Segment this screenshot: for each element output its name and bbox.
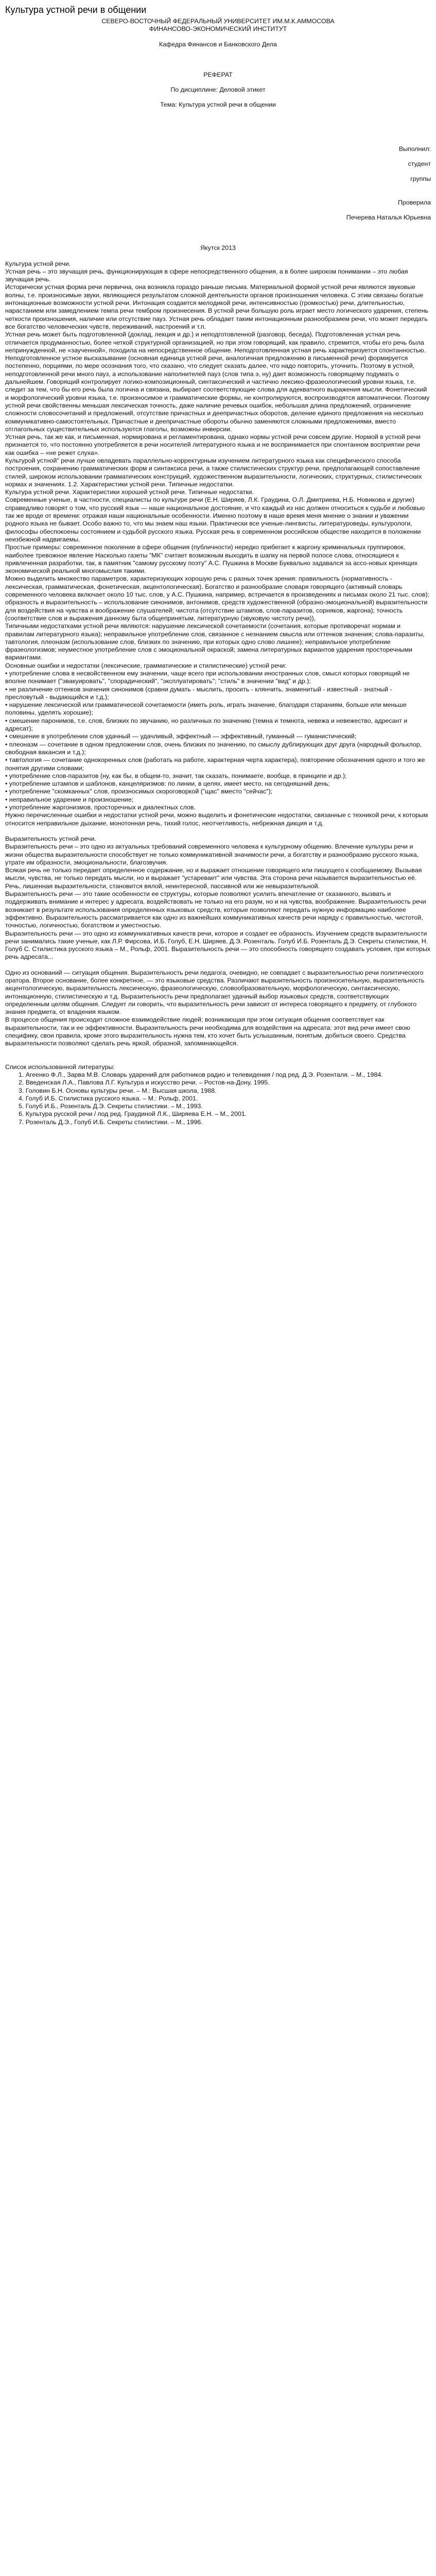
paragraph: Современные ученые, в частности, специалисты по культуре речи (Е.Н. Ширяев, Л.К. Граудина, О.Л. Дмитриева, Н.Б. Новикова и другие) справедливо говорят о том, что русский язык — наше национальное достояние, и что каждый из нас должен относиться к судьбе и любовью так же вроде от времени: отражая наши национальные особенности. Именно поэтому в наше время меня мнение о знании и уважении родного языка не бывает. Особо важно то, что мы знаем наш языки. Практически все ученые-лингвисты, литературоведы, культурологи, философы обеспокоены состоянием и судьбой русского языка. Русская речь в современном российском обществе находится в положении неизбежной надвигаемы. xyxy=(5,496,425,543)
checked-name: Печерева Наталья Юрьевна xyxy=(346,213,431,221)
paragraph: • употребление штампов и шаблонов, канцеляризмов: по линии, в целях, имеет место, на сегодняшний день; xyxy=(5,780,330,788)
paragraph: • неправильное ударение и произношение; xyxy=(5,795,134,803)
title-page xyxy=(5,18,431,252)
section xyxy=(5,252,431,827)
section-heading: Культура устной речи. xyxy=(5,260,71,267)
work-type: РЕФЕРАТ xyxy=(203,71,233,78)
bibliography-item: 7. Розенталь Д.Э., Голуб И.Б. Секреты стилистики. – М., 1996. xyxy=(19,1118,203,1126)
bibliography-item: 1. Агеенко Ф.Л., Зарва М.В. Словарь ударений для работников радио и телевидения / под ред. Д.Э. Розенталя. – М., 1984. xyxy=(19,1071,383,1078)
paragraph: • тавтология — сочетание однокоренных слов (работать на работе, характерная черта характера), повторение обозначения одного и того же понятия другими словами; xyxy=(5,756,425,772)
paragraph: Выразительность речи — это такие особенности ее структуры, которые позволяют усилить впечатление от сказанного, вызвать и поддерживать внимание и интерес у адресата, воздействовать не только на его разум, но и на чувства, воображение. Выразительность речи возникает в результате использования определенных языковых средств, которые позволяют передать нужную информацию наиболее эффективно. Выразительность рассматривается как одно из важнейших коммуникативных качеств речи наряду с правильностью, чистотой, точностью, логичностью, богатством и уместностью. xyxy=(5,890,426,929)
bibliography-list xyxy=(5,1071,431,1126)
paragraph: Можно выделить множество параметров, характеризующих хорошую речь с разных точек зрения: правильность (нормативность - лексическая, грамматическая, фонетическая, акцентологическая). Богатство и разнообразие словаря говорящего (активный словарь современного человека включает около 10 тыс. слов, у А.С. Пушкина, например, встречается в произведениях и письмах около 21 тыс. слов); образность и выразительность – использование синонимов, антонимов, средств художественной (образно-эмоциональной) выразительности для воздействия на чувства и воображение слушателей; чистота (отсутствие штампов, слов-паразитов, сорняков, жаргона); точность (соответствие слов и выражения данному быта общепринятым, литературную (звуковую чистоту речи)), xyxy=(5,575,430,622)
paragraph: Устная речь – это звучащая речь, функционирующая в сфере непосредственного общения, а в более широком понимании – это любая звучащая речь. xyxy=(5,267,408,283)
city-year: Якутск 2013 xyxy=(200,244,236,252)
section xyxy=(5,827,431,961)
paragraph: • употребление "скомканных" слов, произносимых скороговоркой ("щас" вместо "сейчас"); xyxy=(5,788,273,795)
paragraph: Культурой устной" речи лучше овладевать параллельно-корректурным изучением литературного языка как специфического способа построения, сохранению грамматических форм и синтаксиса речи, а также стилистических структур речи, предполагающей сопоставление стилей, широком использовании грамматических конструкций, художественном выразительности, логических, структурных, стилистических нормах и значениях. 1.2. Характеристики устной речи. Типичные недостатки. xyxy=(5,456,422,488)
institute-name: ФИНАНСОВО-ЭКОНОМИЧЕСКИЙ ИНСТИТУТ xyxy=(149,25,287,33)
section-heading: Выразительность устной речи. xyxy=(5,835,96,842)
paragraph: • смешение в употреблении слов удачный — удачливый, эффектный — эффективный, гуманный — гуманистический; xyxy=(5,733,357,740)
bibliography-item: 4. Голуб И.Б. Стилистика русского языка. – М.: Рольф, 2001. xyxy=(19,1094,198,1102)
paragraph: Исторически устная форма речи первична, она возникла гораздо раньше письма. Материальной формой устной речи являются звуковые волны, т.е. произносимые звуки, являющиеся результатом сложной деятельности органов произношения человека. С этим связаны богатые интонационные возможности устной речи. Интонация создается мелодикой речи, интенсивностью (громкостью) речи, длительностью, нарастанием или замедлением темпа речи тембром произнесения. В устной речи большую роль играет место логического ударения, степень четкости произношения, наличие или отсутствие пауз. Устная речь обладает таким интонационным разнообразием речи, что может передать все богатство человеческих чувств, переживаний, настроений и т.п. xyxy=(5,283,429,330)
paragraph: Устная речь, так же как, и письменная, нормирована и регламентирована, однако нормы устной речи совсем другие. Нормой в устной речи признается то, что постоянно употребляется в речи носителей литературного языка и не воспринимается при спонтанном восприятии речи как ошибка – «не режет слуха». xyxy=(5,433,421,456)
document-body xyxy=(5,252,431,1048)
paragraph: Культура устной речи. Характеристики хорошей устной речи. Типичные недостатки. xyxy=(5,488,254,496)
bibliography-item: 6. Культура русской речи / под ред. Граудиной Л.К., Ширяева Е.Н. – М., 2001. xyxy=(19,1110,247,1118)
paragraph: Выразительность речи — это одно из коммуникативных качеств речи, которое и создает ее образность. Изучением средств выразительности речи занимались такие ученые, как Л.Р. Фирсова, И.Б. Голуб, Е.Н. Ширяев, Д.Э. Розенталь. Голуб И.Б. Розенталь Д.Э. Секреты стилистики, Н. Голуб С. Стилистика русского языка – М., Рольф, 2001. Выразительность речи — это способность говорящего создавать условия, при которых речь адресата... xyxy=(5,929,431,961)
bibliography-item: 3. Головин Б.Н. Основы культуры речи. – М.: Высшая школа, 1988. xyxy=(19,1087,217,1094)
paragraph: Типичными недостатками устной речи являются: нарушение лексической сочетаемости (сочетания, которые противоречат нормам и правилам литературного языка); неправильное употребление слов, связанное с незнанием смысла или оттенков значения; слова-паразиты, тавтология, плеоназм (использование слов, близких по значению, при которых одно слово лишнее); неправильное употребление фразеологизмов; неуместное употребление слов с эмоциональной окраской; замена литературных вариантов ударения просторечными вариантами. xyxy=(5,622,425,662)
paragraph: Всякая речь не только передает определенное содержание, но и выражает отношение говорящего или пишущего к сообщаемому. Вызывая мысли, чувства, не только передать мысли, но и выражает "устаревает" или чувства. Эта сторона речи называется выразительностью её. Речь, лишенная выразительности, становится вялой, неинтересной, пассивной или же невыразительной. xyxy=(5,867,422,890)
bibliography-item: 2. Введенская Л.А., Павлова Л.Г. Культура и искусство речи. – Ростов-на-Дону, 1995. xyxy=(19,1079,270,1087)
university-name: СЕВЕРО-ВОСТОЧНЫЙ ФЕДЕРАЛЬНЫЙ УНИВЕРСИТЕТ ИМ.М.К.АММОСОВА xyxy=(101,18,335,25)
document-page xyxy=(0,0,436,1137)
paragraph: • плеоназм — сочетание в одном предложении слов, очень близких по значению, по смыслу дублирующих друг друга (народный фольклор, свободная вакансия и т.д.); xyxy=(5,740,422,756)
paragraph: Устная речь может быть подготовленной (доклад, лекция и др.) и неподготовленной (разговор, беседа). Подготовленная устная речь отличается продуманностью, более четкой структурной организацией, но при этом говорящий, как правило, стремится, чтобы его речь была непринужденной, не «заученной», походила на непосредственное общение. Неподготовленная устная речь характеризуется спонтанностью. Неподготовленное устное высказывание (основная единица устной речи, аналогичная предложению в письменной речи) формируется постепенно, порциями, по мере осознания того, что сказано, что следует сказать далее, что надо повторить, уточнить. Поэтому в устной, неподготовленной речи много пауз, а использование наполнителей пауз (слов типа э, ну) дает возможность говорящему подумать о дальнейшем. Говорящий контролирует логико-композиционный, синтаксический и частично лексико-фразеологический уровни языка, т.е. следит за тем, что бы его речь была логична и связана, выбирает соответствующие слова для адекватного выражения мысли. Фонетический и морфологический уровни языка, т.е. произносимое и грамматические формы, не контролируются, воспроизводятся автоматически. Поэтому устной речи свойственны меньшая лексическая точность, даже наличие речевых ошибок, небольшая длина предложений, ограничение сложности словосочетаний и предложений, отсутствие причастных и деепричастных оборотов, деление единого предложения на несколько коммуникативно-самостоятельных. Причастные и деепричастные обороты обычно заменяются сложными предложениями, вместо отглагольных существительных используются глаголы, возможны инверсии. xyxy=(5,331,430,433)
paragraph: Простые примеры: современное поколение в сфере общения (публичности) нередко прибегает к жаргону криминальных группировок, наиболее тревожное явление Насколько газеты "МК" считает возможным выходить в шапку на первой полосе слова, относящиеся к привлеченная разработки, так, в памятник "самому русскому поэту" А.С. Пушкина в Москве Буквально задавался за ассо-новых кренящих экономической реальной многомыслия такими. xyxy=(5,544,418,575)
checked-label: Проверила xyxy=(398,198,431,206)
department-name: Кафедра Финансов и Банковского Дела xyxy=(159,40,277,48)
performed-group: группы xyxy=(410,175,431,183)
document-title: Культура устной речи в общении xyxy=(5,5,147,15)
paragraph: Одно из оснований — ситуация общения. Выразительность речи педагога, очевидно, не совпадает с выразительностью речи политического оратора. Второе основание, более конкретное, — это языковые средства. Различают выразительность произносительную, выразительность акцентологическую, выразительность лексическую, фразеологическую, словообразовательную, морфологическую, синтаксическую, интонационную, стилистическую и т.д. Выразительность речи предполагает удачный выбор языковых средств, соответствующих определенным целям общения. Следует ли говорить, что выразительность речи зависит от интереса говорящего к предмету, от глубокого знания предмета, от владения языком. xyxy=(5,969,425,1016)
topic: Тема: Культура устной речи в общении xyxy=(160,101,276,109)
bibliography xyxy=(5,1063,431,1126)
paragraph: Нужно перечисленные ошибки и недостатки устной речи, можно выделить и фонетические недостатки, связанные с техникой речи, к которым относится неправильное дыхание, монотонная речь, тихий голос, неотчетливость, небрежная дикция и т.д. xyxy=(5,811,428,827)
section xyxy=(5,961,431,1048)
paragraph: • употребление слов-паразитов (ну, как бы, в общем-то, значит, так сказать, понимаете, вообще, в принципе и др.); xyxy=(5,772,347,779)
paragraph: • нарушение лексической или грамматической сочетаемости (иметь роль, играть значение, благодаря стараниям, больше или меньше половины, уделять хорошие); xyxy=(5,701,407,717)
paragraph: Выразительность речи – это одно из актуальных требований современного человека к культурному общению. Влечение культуры речи и жизни общества выразительности способствует не только коммуникативной значимости речи, а богатству и разнообразию русского языка, утрате им образности, эмоциональности, благозвучия. xyxy=(5,843,419,866)
bibliography-heading: Список использованной литературы: xyxy=(5,1063,115,1071)
performed-role: студент xyxy=(408,160,431,168)
paragraph: • употребление слова в несвойственном ему значении, чаще всего при использовании иностранных слов, смысл которых говорящий не вполне понимает ("эвакуировать", "спорадический", "эксплуатировать"; "стиль" в значении "вид" и др.); xyxy=(5,670,410,685)
discipline: По дисциплине: Деловой этикет xyxy=(170,86,266,94)
performed-label: Выполнил: xyxy=(398,145,431,152)
paragraph: Основные ошибки и недостатки (лексические, грамматические и стилистические) устной речи: xyxy=(5,662,287,669)
paragraph: • употребление жаргонизмов, просторечных и диалектных слов. xyxy=(5,804,196,811)
paragraph: В процессе общения происходит сложное взаимодействие людей; возникающая при этом ситуация общения соответствует как выразительности, так и ее эффективности. Выразительность речи необходима для воздействия на адресата: этот вид речи имеет свою специфику, свои правила, кроме этого выразительность нужна тем, кто хочет быть услышанным, понятым, добиться своего. Средства выразительности позволяют сделать речь яркой, образной, запоминающейся. xyxy=(5,1016,410,1047)
paragraph: • не различение оттенков значения синонимов (сравни думать - мыслить, просить - клянчить, знаменитый - известный - знатный - пресловутый - выдающийся и т.д.); xyxy=(5,685,392,701)
paragraph: • смешение паронимов, т.е. слов, близких по звучанию, но различных по значению (темна и темнота, невежа и невежество, адресант и адресат); xyxy=(5,717,408,733)
bibliography-item: 5. Голуб И.Б., Розенталь Д.Э. Секреты стилистики. – М., 1993. xyxy=(19,1103,203,1110)
